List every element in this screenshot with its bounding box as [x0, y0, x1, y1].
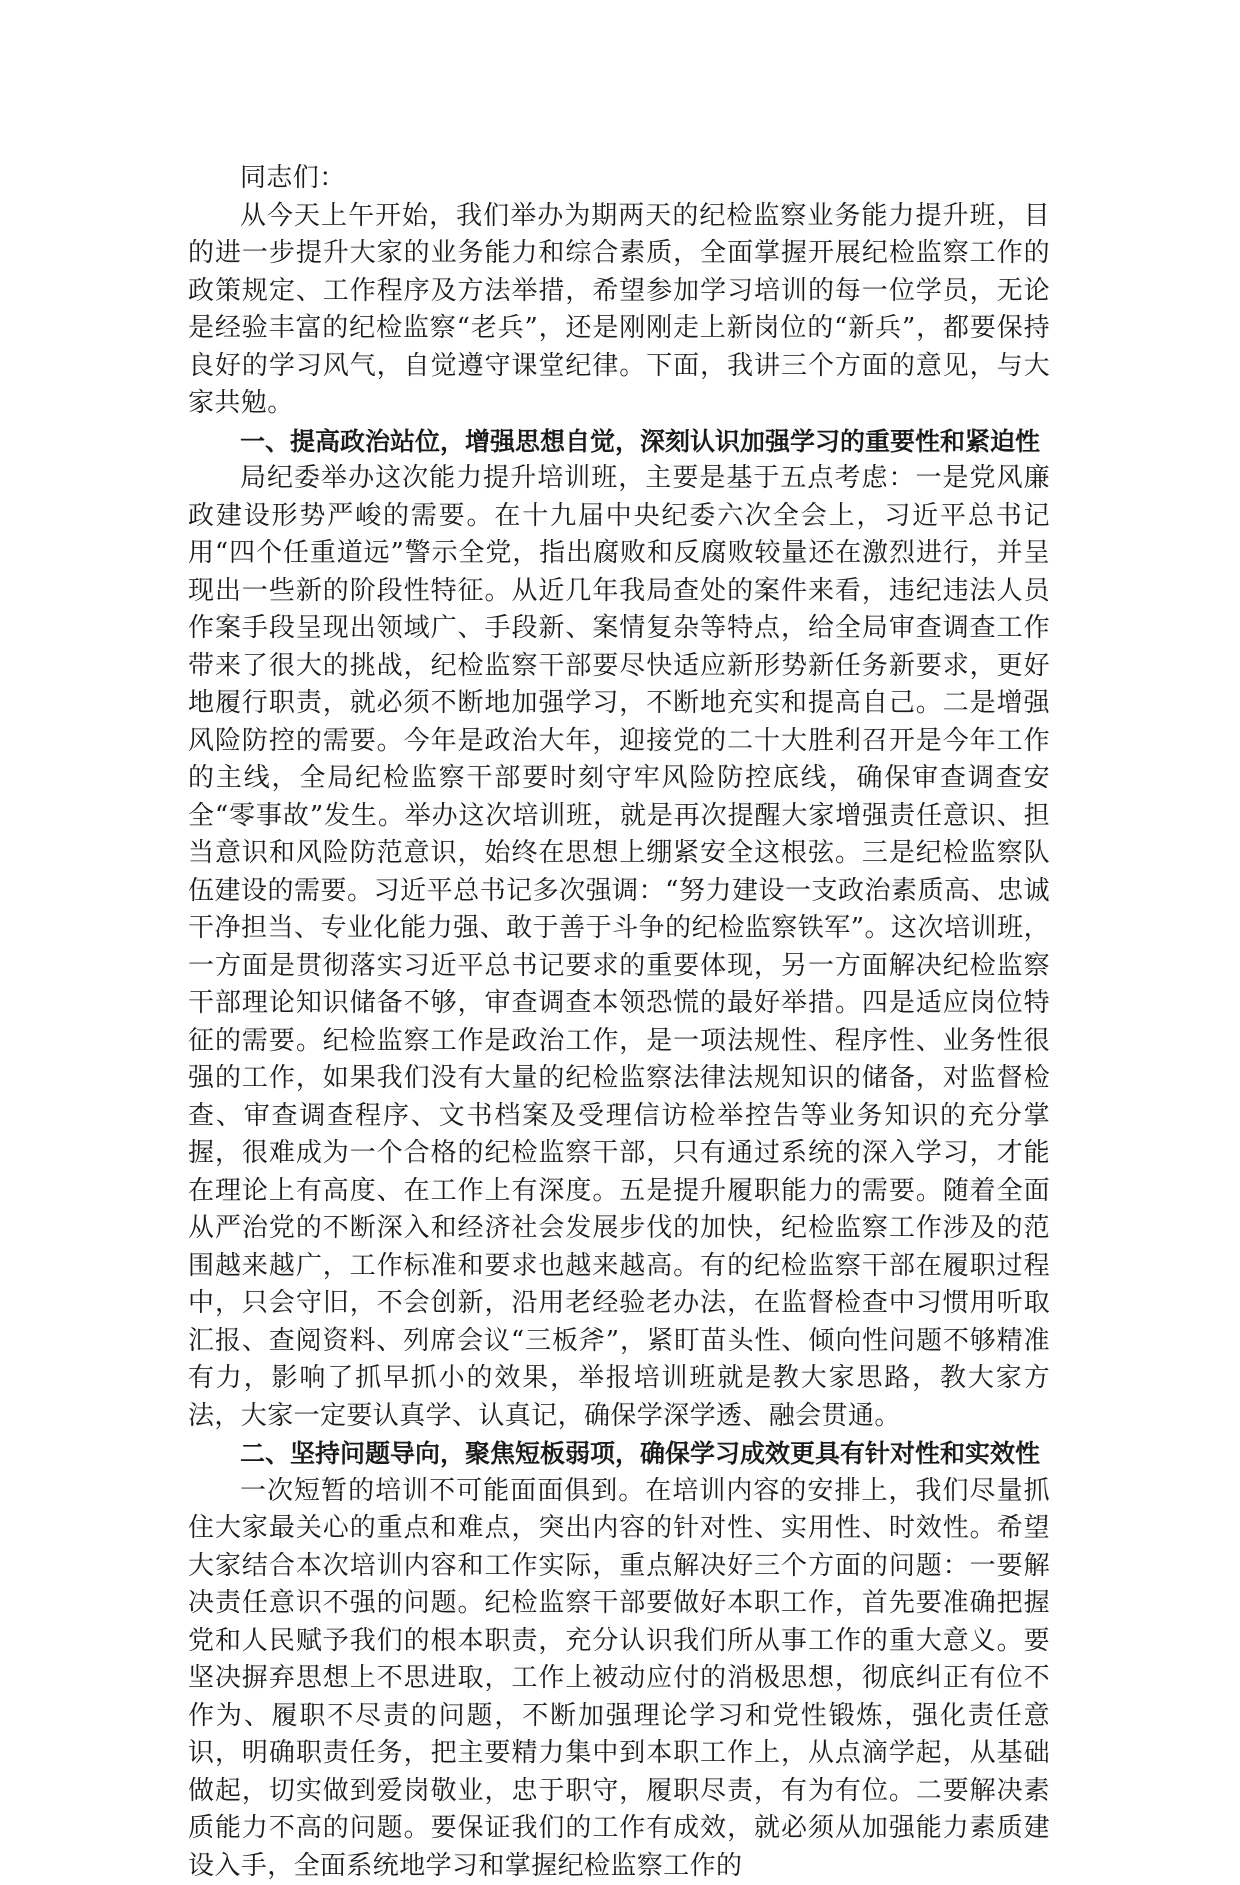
- intro-paragraph: 从今天上午开始，我们举办为期两天的纪检监察业务能力提升班，目的进一步提升大家的业务能力和综合素质，全面掌握开展纪检监察工作的政策规定、工作程序及方法举措，希望参加学习培训的每一位学员，无论是经验丰富的纪检监察“老兵”，还是刚刚走上新岗位的“新兵”，都要保持良好的学习风气，自觉遵守课堂纪律。下面，我讲三个方面的意见，与大家共勉。: [188, 198, 1050, 423]
- document-body: [188, 160, 1050, 1885]
- salutation: 同志们：: [188, 160, 1050, 198]
- section-1-body: 局纪委举办这次能力提升培训班，主要是基于五点考虑：一是党风廉政建设形势严峻的需要。在十九届中央纪委六次全会上，习近平总书记用“四个任重道远”警示全党，指出腐败和反腐败较量还在激烈进行，并呈现出一些新的阶段性特征。从近几年我局查处的案件来看，违纪违法人员作案手段呈现出领域广、手段新、案情复杂等特点，给全局审查调查工作带来了很大的挑战，纪检监察干部要尽快适应新形势新任务新要求，更好地履行职责，就必须不断地加强学习，不断地充实和提高自己。二是增强风险防控的需要。今年是政治大年，迎接党的二十大胜利召开是今年工作的主线，全局纪检监察干部要时刻守牢风险防控底线，确保审查调查安全“零事故”发生。举办这次培训班，就是再次提醒大家增强责任意识、担当意识和风险防范意识，始终在思想上绷紧安全这根弦。三是纪检监察队伍建设的需要。习近平总书记多次强调：“努力建设一支政治素质高、忠诚干净担当、专业化能力强、敢于善于斗争的纪检监察铁军”。这次培训班，一方面是贯彻落实习近平总书记要求的重要体现，另一方面解决纪检监察干部理论知识储备不够，审查调查本领恐慌的最好举措。四是适应岗位特征的需要。纪检监察工作是政治工作，是一项法规性、程序性、业务性很强的工作，如果我们没有大量的纪检监察法律法规知识的储备，对监督检查、审查调查程序、文书档案及受理信访检举控告等业务知识的充分掌握，很难成为一个合格的纪检监察干部，只有通过系统的深入学习，才能在理论上有高度、在工作上有深度。五是提升履职能力的需要。随着全面从严治党的不断深入和经济社会发展步伐的加快，纪检监察工作涉及的范围越来越广，工作标准和要求也越来越高。有的纪检监察干部在履职过程中，只会守旧，不会创新，沿用老经验老办法，在监督检查中习惯用听取汇报、查阅资料、列席会议“三板斧”，紧盯苗头性、倾向性问题不够精准有力，影响了抓早抓小的效果，举报培训班就是教大家思路，教大家方法，大家一定要认真学、认真记，确保学深学透、融会贯通。: [188, 460, 1050, 1435]
- section-1-heading: 一、提高政治站位，增强思想自觉，深刻认识加强学习的重要性和紧迫性: [188, 423, 1050, 461]
- section-2-body: 一次短暂的培训不可能面面俱到。在培训内容的安排上，我们尽量抓住大家最关心的重点和难点，突出内容的针对性、实用性、时效性。希望大家结合本次培训内容和工作实际，重点解决好三个方面的问题：一要解决责任意识不强的问题。纪检监察干部要做好本职工作，首先要准确把握党和人民赋予我们的根本职责，充分认识我们所从事工作的重大意义。要坚决摒弃思想上不思进取，工作上被动应付的消极思想，彻底纠正有位不作为、履职不尽责的问题，不断加强理论学习和党性锻炼，强化责任意识，明确职责任务，把主要精力集中到本职工作上，从点滴学起，从基础做起，切实做到爱岗敬业，忠于职守，履职尽责，有为有位。二要解决素质能力不高的问题。要保证我们的工作有成效，就必须从加强能力素质建设入手，全面系统地学习和掌握纪检监察工作的: [188, 1473, 1050, 1885]
- section-2-heading: 二、坚持问题导向，聚焦短板弱项，确保学习成效更具有针对性和实效性: [188, 1435, 1050, 1473]
